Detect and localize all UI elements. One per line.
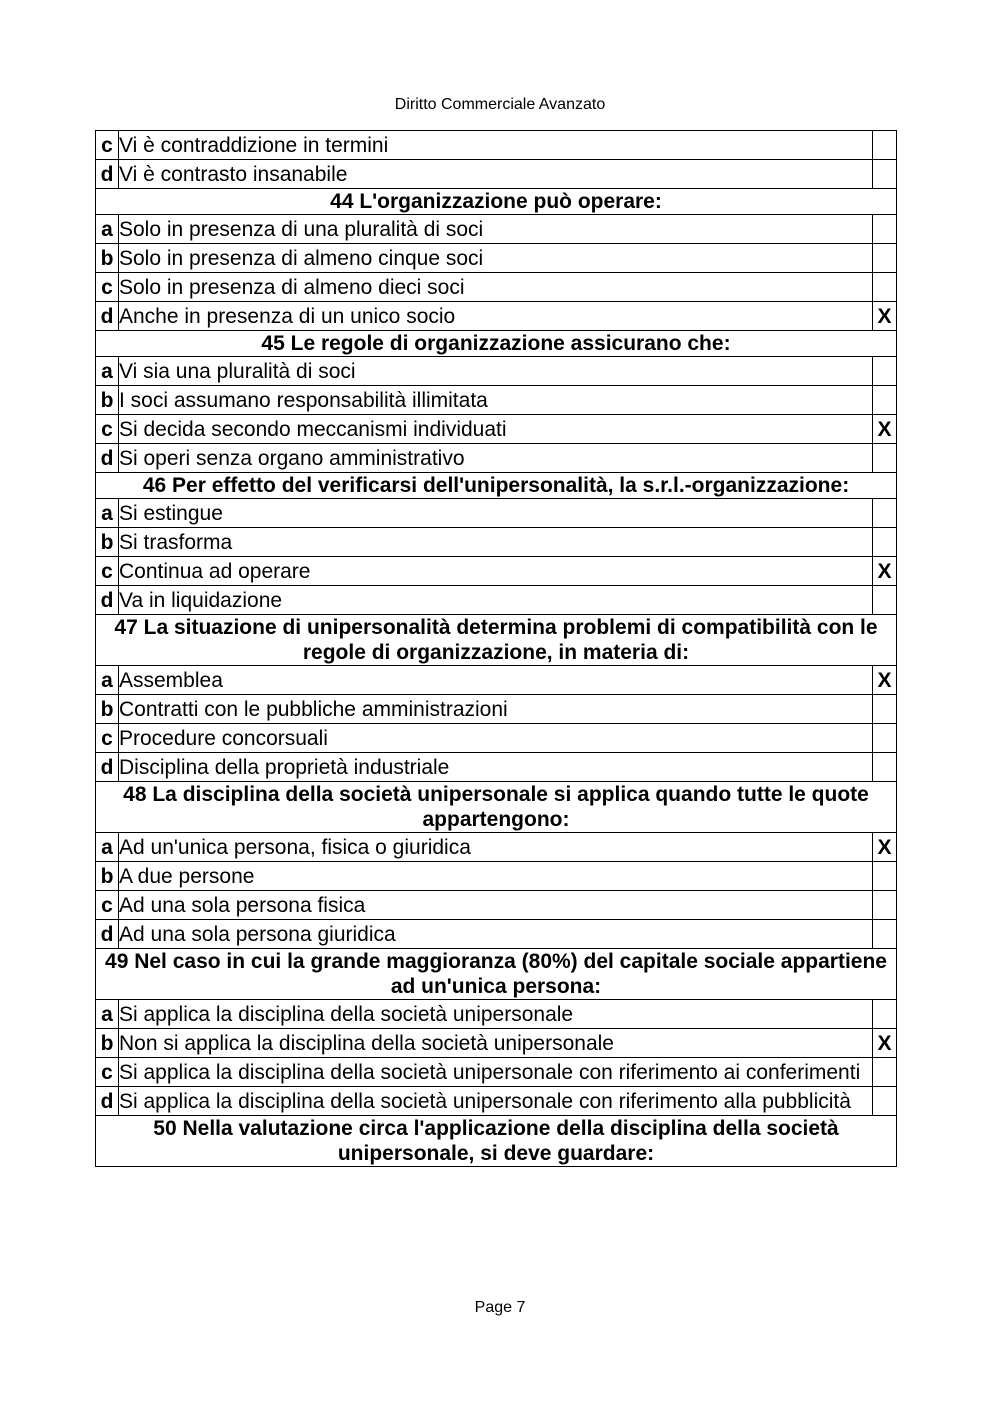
answer-mark: X [873, 833, 897, 862]
answer-mark [873, 244, 897, 273]
page-header: Diritto Commerciale Avanzato [394, 96, 606, 113]
answer-mark [873, 357, 897, 386]
option-text: Ad un'unica persona, fisica o giuridica [119, 833, 873, 862]
option-letter: c [96, 415, 119, 444]
option-letter: d [96, 302, 119, 331]
option-text: Si operi senza organo amministrativo [119, 444, 873, 473]
answer-mark [873, 724, 897, 753]
option-row [96, 1087, 897, 1116]
answer-mark [873, 891, 897, 920]
option-letter: d [96, 1087, 119, 1116]
option-text: Contratti con le pubbliche amministrazioni [119, 695, 873, 724]
option-row [96, 666, 897, 695]
option-row [96, 499, 897, 528]
answer-mark [873, 586, 897, 615]
option-letter: b [96, 386, 119, 415]
option-text: Anche in presenza di un unico socio [119, 302, 873, 331]
question-text: 45 Le regole di organizzazione assicurano che: [96, 331, 897, 357]
option-letter: d [96, 586, 119, 615]
question-text: 48 La disciplina della società unipersonale si applica quando tutte le quote appartengono: [96, 782, 897, 833]
option-text: Si applica la disciplina della società unipersonale con riferimento ai conferimenti [119, 1058, 873, 1087]
question-row [96, 189, 897, 215]
question-text: 49 Nel caso in cui la grande maggioranza (80%) del capitale sociale appartiene ad un'unica persona: [96, 949, 897, 1000]
answer-mark: X [873, 302, 897, 331]
option-row [96, 215, 897, 244]
option-letter: d [96, 160, 119, 189]
answer-mark [873, 695, 897, 724]
option-text: Va in liquidazione [119, 586, 873, 615]
option-row [96, 1000, 897, 1029]
option-text: Vi sia una pluralità di soci [119, 357, 873, 386]
answer-mark [873, 499, 897, 528]
option-row [96, 753, 897, 782]
option-text: Disciplina della proprietà industriale [119, 753, 873, 782]
option-row [96, 244, 897, 273]
question-row [96, 949, 897, 1000]
option-text: Si decida secondo meccanismi individuati [119, 415, 873, 444]
option-row [96, 833, 897, 862]
option-letter: b [96, 528, 119, 557]
option-text: Assemblea [119, 666, 873, 695]
option-text: I soci assumano responsabilità illimitata [119, 386, 873, 415]
option-text: A due persone [119, 862, 873, 891]
question-row [96, 1116, 897, 1167]
answer-mark: X [873, 666, 897, 695]
option-row [96, 586, 897, 615]
option-letter: b [96, 1029, 119, 1058]
answer-mark [873, 160, 897, 189]
answer-mark [873, 1000, 897, 1029]
question-text: 50 Nella valutazione circa l'applicazione della disciplina della società unipersonale, si deve guardare: [96, 1116, 897, 1167]
option-text: Solo in presenza di almeno cinque soci [119, 244, 873, 273]
option-row [96, 302, 897, 331]
answer-mark [873, 920, 897, 949]
option-row [96, 131, 897, 160]
question-row [96, 331, 897, 357]
option-letter: a [96, 833, 119, 862]
question-text: 46 Per effetto del verificarsi dell'unipersonalità, la s.r.l.-organizzazione: [96, 473, 897, 499]
option-text: Si trasforma [119, 528, 873, 557]
option-text: Non si applica la disciplina della società unipersonale [119, 1029, 873, 1058]
option-letter: c [96, 891, 119, 920]
question-text: 47 La situazione di unipersonalità determina problemi di compatibilità con le regole di organizzazione, in materia di: [96, 615, 897, 666]
answer-mark [873, 444, 897, 473]
option-text: Vi è contraddizione in termini [119, 131, 873, 160]
option-letter: a [96, 215, 119, 244]
answer-mark [873, 386, 897, 415]
option-text: Ad una sola persona giuridica [119, 920, 873, 949]
option-row [96, 273, 897, 302]
option-letter: d [96, 753, 119, 782]
answer-mark [873, 131, 897, 160]
answer-mark [873, 215, 897, 244]
option-row [96, 444, 897, 473]
option-text: Vi è contrasto insanabile [119, 160, 873, 189]
option-letter: a [96, 499, 119, 528]
option-row [96, 557, 897, 586]
quiz-table [95, 130, 897, 1167]
answer-mark: X [873, 1029, 897, 1058]
option-text: Solo in presenza di una pluralità di soci [119, 215, 873, 244]
option-letter: a [96, 1000, 119, 1029]
option-letter: d [96, 920, 119, 949]
answer-mark [873, 528, 897, 557]
option-row [96, 862, 897, 891]
answer-mark [873, 862, 897, 891]
option-row [96, 160, 897, 189]
answer-mark [873, 273, 897, 302]
option-text: Si applica la disciplina della società unipersonale con riferimento alla pubblicità [119, 1087, 873, 1116]
answer-mark [873, 1058, 897, 1087]
option-row [96, 528, 897, 557]
answer-mark: X [873, 557, 897, 586]
option-letter: b [96, 244, 119, 273]
answer-mark [873, 1087, 897, 1116]
option-letter: a [96, 666, 119, 695]
option-text: Continua ad operare [119, 557, 873, 586]
quiz-table-body [96, 131, 897, 1167]
option-letter: c [96, 557, 119, 586]
option-row [96, 386, 897, 415]
option-letter: c [96, 1058, 119, 1087]
page-number: Page 7 [474, 1299, 526, 1316]
option-letter: b [96, 862, 119, 891]
option-text: Si estingue [119, 499, 873, 528]
option-row [96, 357, 897, 386]
option-row [96, 415, 897, 444]
option-letter: c [96, 273, 119, 302]
question-row [96, 615, 897, 666]
option-text: Solo in presenza di almeno dieci soci [119, 273, 873, 302]
option-letter: c [96, 724, 119, 753]
option-row [96, 1029, 897, 1058]
option-row [96, 891, 897, 920]
option-row [96, 920, 897, 949]
question-row [96, 473, 897, 499]
question-text: 44 L'organizzazione può operare: [96, 189, 897, 215]
option-text: Si applica la disciplina della società unipersonale [119, 1000, 873, 1029]
option-text: Ad una sola persona fisica [119, 891, 873, 920]
option-row [96, 724, 897, 753]
option-row [96, 695, 897, 724]
option-letter: a [96, 357, 119, 386]
answer-mark [873, 753, 897, 782]
option-letter: d [96, 444, 119, 473]
option-letter: c [96, 131, 119, 160]
question-row [96, 782, 897, 833]
option-letter: b [96, 695, 119, 724]
answer-mark: X [873, 415, 897, 444]
option-text: Procedure concorsuali [119, 724, 873, 753]
option-row [96, 1058, 897, 1087]
